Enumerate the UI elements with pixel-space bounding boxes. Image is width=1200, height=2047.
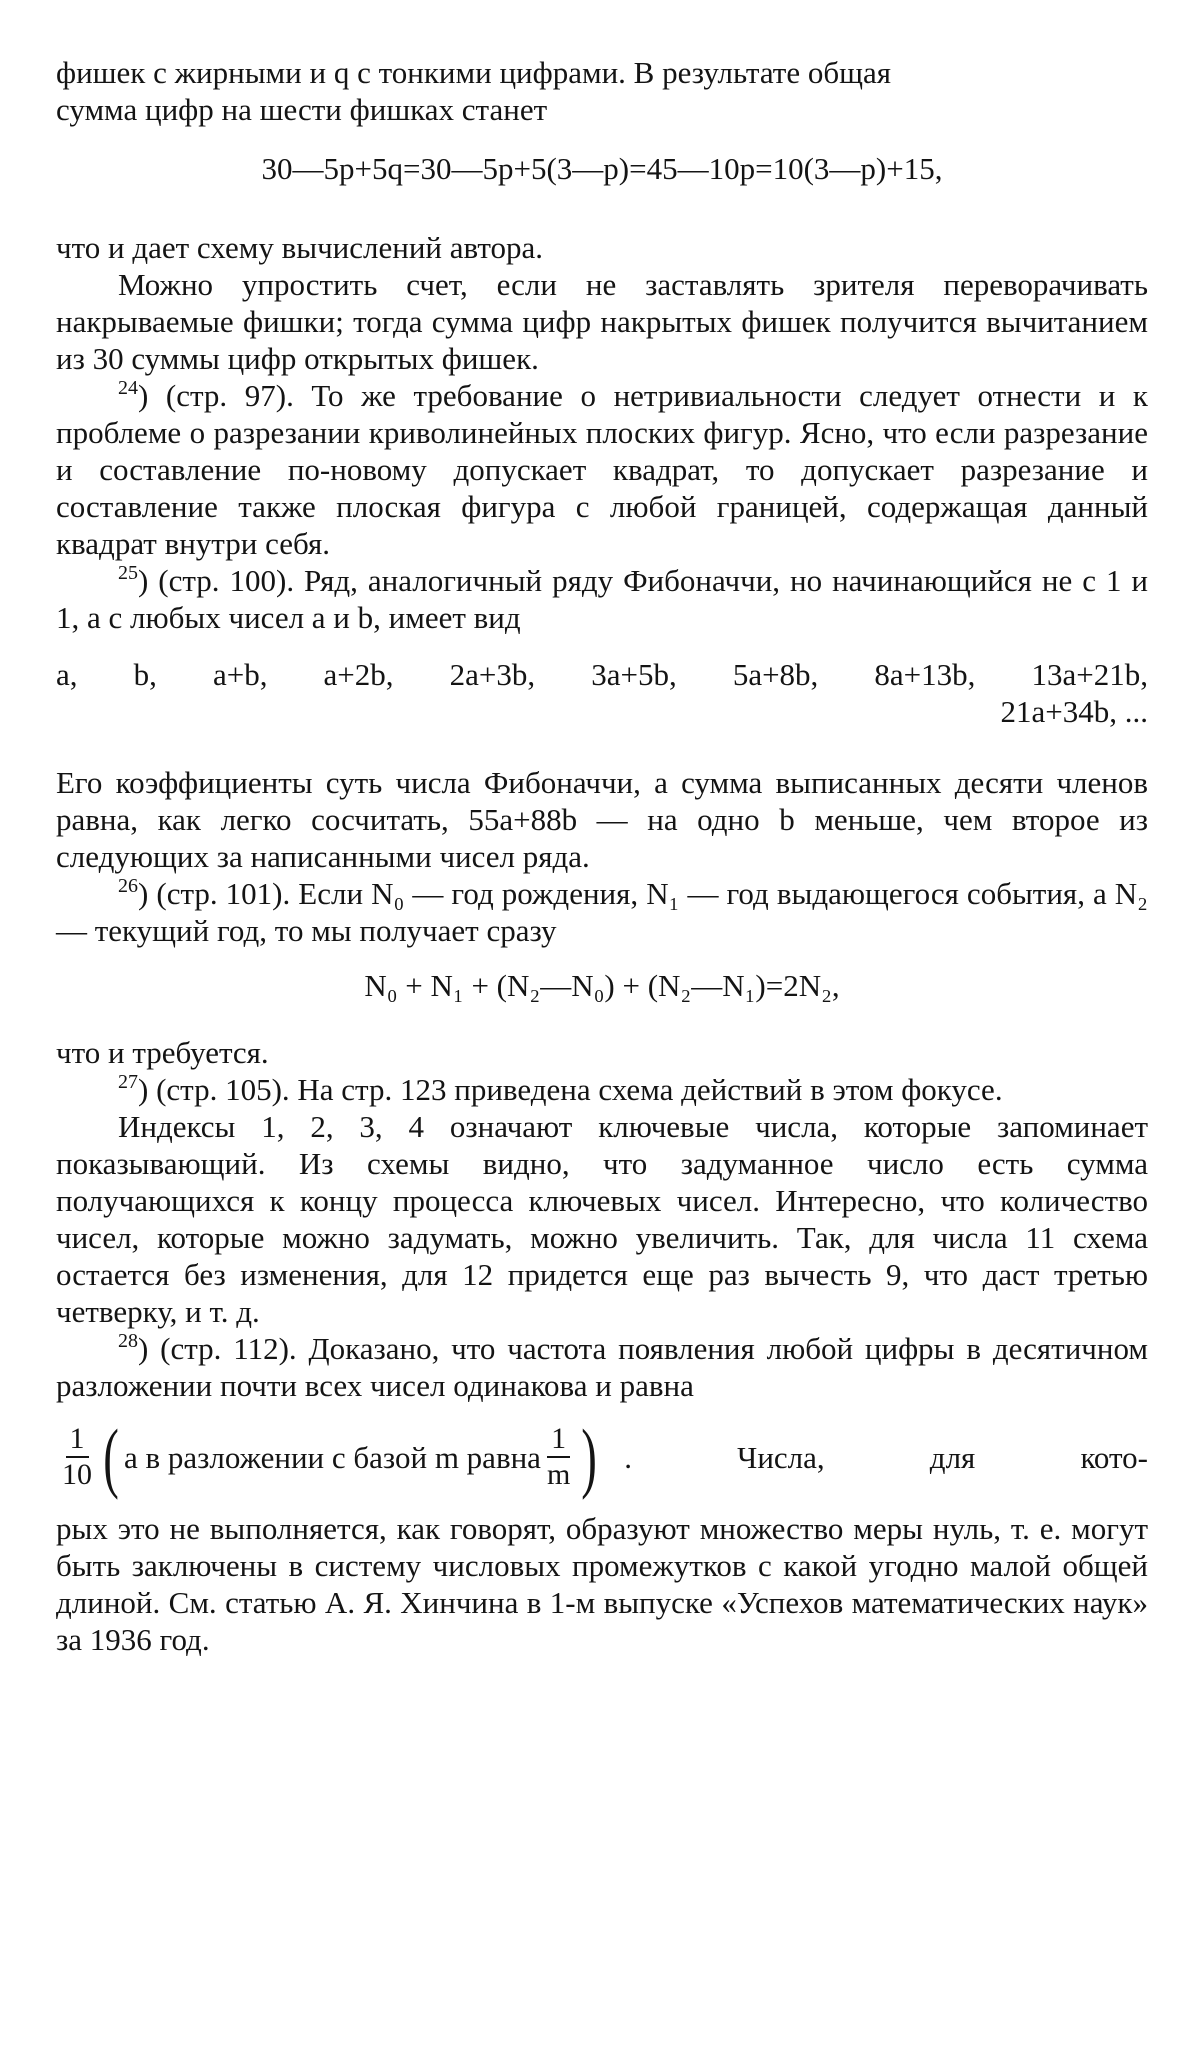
left-paren: ( — [103, 1413, 119, 1500]
sequence-text: 21a+34b, ... — [1000, 694, 1148, 729]
footnote-marker: 27 — [118, 1071, 138, 1093]
right-paren: ) — [581, 1413, 598, 1500]
text-paragraph — [56, 764, 1148, 875]
fraction-numerator: 1 — [66, 1422, 89, 1458]
text-paragraph — [56, 1510, 1148, 1658]
equation-text: N₀ + N₁ + (N₂—N₀) + (N₂—N₁)=2N₂, — [364, 968, 840, 1003]
equation — [56, 967, 1148, 1004]
footnote-text: ) (стр. 101). Если N₀ — год рождения, N₁ — год выдающегося события, а N₂ — текущий год, то мы получает сразу — [56, 876, 1148, 948]
text-paragraph — [56, 266, 1148, 377]
fraction-denominator: 10 — [62, 1458, 92, 1491]
footnote-marker: 25 — [118, 562, 138, 584]
text-line: фишек с жирными и q с тонкими цифрами. В результате общая — [56, 55, 892, 90]
paragraph-text: Индексы 1, 2, 3, 4 означают ключевые числа, которые запоминает показывающий. Из схемы видно, что задуманное число есть сумма получающихся к концу процесса ключевых чисел. Интересно, что количество чисел, которые можно задумать, можно увеличить. Так, для числа 11 схема остается без изменения, для 12 придется еще раз вычесть 9, что даст третью четверку, и т. д. — [56, 1109, 1148, 1329]
paragraph-text: Его коэффициенты суть числа Фибоначчи, а сумма выписанных десяти членов равна, как легко сосчитать, 55a+88b — на одно b меньше, чем второе из следующих за написанными чисел ряда. — [56, 765, 1148, 874]
text-paragraph — [56, 54, 1148, 128]
footnote-text: ) (стр. 112). Доказано, что частота появления любой цифры в десятичном разложении почти всех чисел одинакова и равна — [56, 1331, 1148, 1403]
equation — [56, 150, 1148, 187]
fraction-denominator: m — [546, 1458, 571, 1491]
footnote-marker: 26 — [118, 875, 138, 897]
footnote-text: ) (стр. 97). То же требование о нетривиальности следует отнести и к проблеме о разрезании криволинейных плоских фигур. Ясно, что если разрезание и составление по-новому допускает квадрат, то допускает разрезание и составление также плоская фигура с любой границей, содержащая данный квадрат внутри себя. — [56, 378, 1148, 561]
fraction-line-text: а в разложении с базой m равна — [123, 1439, 541, 1475]
sequence-continuation — [56, 693, 1148, 730]
text-line: что и требуется. — [56, 1035, 269, 1070]
footnote-24 — [56, 377, 1148, 562]
sequence-text: a, b, a+b, a+2b, 2a+3b, 3a+5b, 5a+8b, 8a+13b, 13a+21b, — [56, 657, 1148, 692]
footnote-text: ) (стр. 105). На стр. 123 приведена схема действий в этом фокусе. — [138, 1072, 1003, 1107]
fraction-line-tail: . Числа, для кото- — [624, 1439, 1148, 1475]
text-line: сумма цифр на шести фишках станет — [56, 92, 548, 127]
footnote-25 — [56, 562, 1148, 636]
text-paragraph — [56, 229, 1148, 266]
fraction-one-over-m — [547, 1422, 570, 1492]
footnote-text: ) (стр. 100). Ряд, аналогичный ряду Фибоначчи, но начинающийся не с 1 и 1, а с любых чисел a и b, имеет вид — [56, 563, 1148, 635]
footnote-27 — [56, 1071, 1148, 1108]
footnote-26 — [56, 875, 1148, 949]
equation-text: 30—5p+5q=30—5p+5(3—p)=45—10p=10(3—p)+15, — [261, 151, 943, 186]
text-line: что и дает схему вычислений автора. — [56, 230, 544, 265]
fraction-numerator: 1 — [547, 1422, 570, 1458]
footnote-28 — [56, 1330, 1148, 1404]
footnote-marker: 28 — [118, 1330, 138, 1352]
text-paragraph — [56, 1034, 1148, 1071]
paragraph-text: Можно упростить счет, если не заставлять зрителя переворачивать накрываемые фишки; тогда сумма цифр накрытых фишек получится вычитанием из 30 суммы цифр открытых фишек. — [56, 267, 1148, 376]
text-paragraph — [56, 1108, 1148, 1330]
fraction-one-tenth — [62, 1422, 92, 1492]
footnote-marker: 24 — [118, 377, 138, 399]
sequence-line — [56, 656, 1148, 693]
fraction-line — [56, 1413, 1148, 1500]
paragraph-text: рых это не выполняется, как говорят, образуют множество меры нуль, т. е. могут быть заключены в систему числовых промежутков с какой угодно малой общей длиной. См. статью А. Я. Хинчина в 1-м выпуске «Успехов математических наук» за 1936 год. — [56, 1511, 1148, 1657]
